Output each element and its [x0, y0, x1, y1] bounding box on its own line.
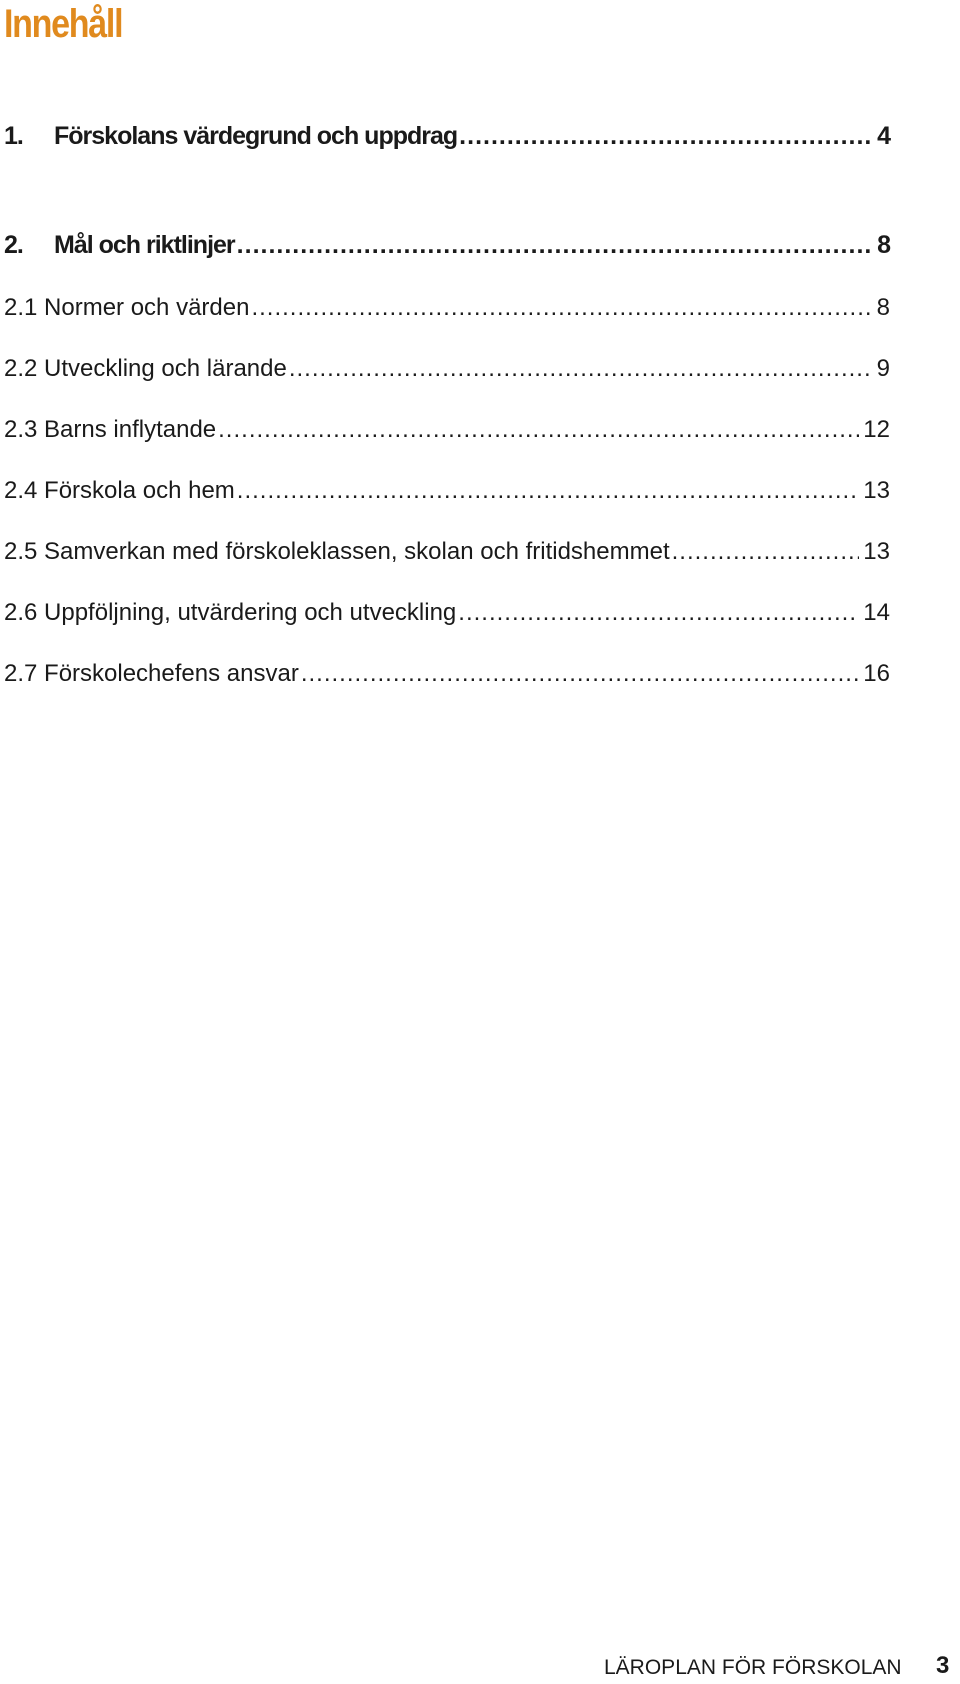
toc-page: 4 [877, 122, 890, 150]
toc-page: 13 [863, 477, 890, 504]
toc-label: 2.7 Förskolechefens ansvar [4, 660, 299, 687]
toc-entry-1[interactable] [4, 122, 890, 151]
toc-label: 2.6 Uppföljning, utvärdering och utveckling [4, 599, 457, 626]
dot-leader [458, 599, 859, 627]
toc-label: 2.5 Samverkan med förskoleklassen, skolan och fritidshemmet [4, 538, 670, 565]
footer-title: LÄROPLAN FÖR FÖRSKOLAN [604, 1656, 902, 1679]
toc-page: 8 [877, 231, 890, 259]
toc-entry-2-1[interactable] [4, 294, 890, 322]
toc-entry-2-5[interactable] [4, 538, 890, 566]
toc-entry-2[interactable] [4, 231, 890, 260]
toc-entry-2-7[interactable] [4, 660, 890, 688]
dot-leader [251, 294, 872, 322]
toc-page: 14 [863, 599, 890, 626]
dot-leader [237, 477, 860, 505]
toc-number: 2. [4, 231, 23, 259]
page-title: Innehåll [4, 2, 123, 46]
dot-leader [218, 416, 859, 444]
toc-label: Förskolans värdegrund och uppdrag [54, 122, 458, 150]
dot-leader [289, 355, 873, 383]
toc-page: 8 [876, 294, 890, 321]
dot-leader [459, 122, 873, 151]
toc-page: 9 [876, 355, 890, 382]
toc-page: 13 [863, 538, 890, 565]
dot-leader [672, 538, 860, 566]
toc-label: 2.3 Barns inflytande [4, 416, 217, 443]
toc-entry-2-3[interactable] [4, 416, 890, 444]
toc-label: Mål och riktlinjer [54, 231, 235, 259]
toc-number: 1. [4, 122, 23, 150]
toc-page: 12 [863, 416, 890, 443]
dot-leader [237, 231, 873, 260]
dot-leader [301, 660, 859, 688]
toc-entry-2-6[interactable] [4, 599, 890, 627]
toc-page: 16 [863, 660, 890, 687]
toc-entry-2-2[interactable] [4, 355, 890, 383]
toc-entry-2-4[interactable] [4, 477, 890, 505]
toc-label: 2.1 Normer och värden [4, 294, 250, 321]
page-number: 3 [936, 1652, 950, 1679]
toc-label: 2.4 Förskola och hem [4, 477, 235, 504]
toc-label: 2.2 Utveckling och lärande [4, 355, 287, 382]
